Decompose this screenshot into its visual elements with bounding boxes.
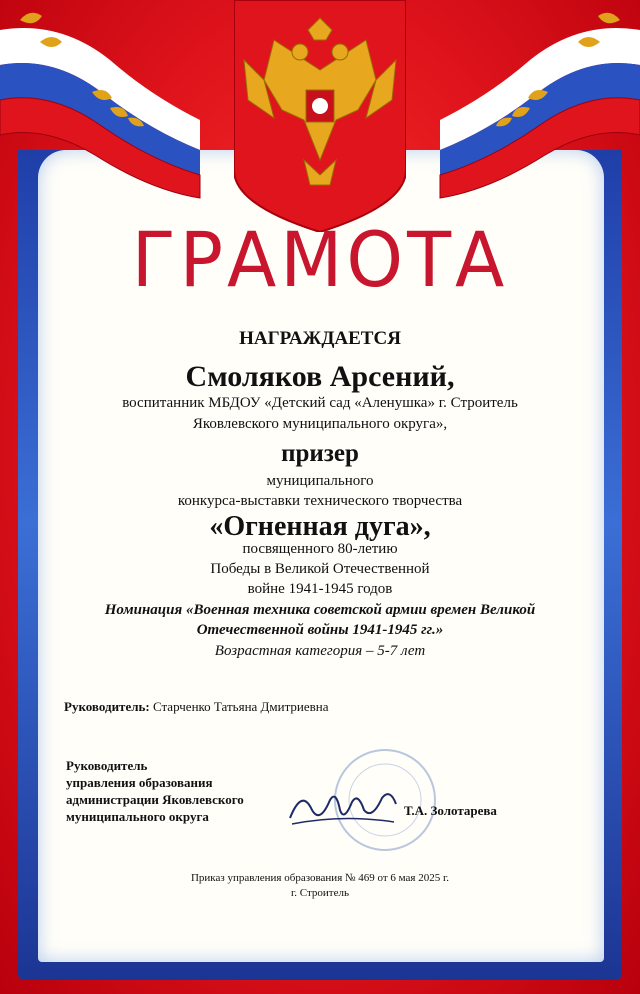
nomination-line-1: Номинация «Военная техника советской армии времен Великой [104,602,536,618]
contest-name: «Огненная дуга», [209,511,431,542]
head-line-1: Руководитель [66,758,148,773]
head-line-3: администрации Яковлевского [66,792,244,807]
head-line-2: управления образования [66,775,213,790]
recipient-name: Смоляков Арсений, [185,360,455,393]
contest-line-2: конкурса-выставки технического творчества [177,493,463,509]
contest-line-1: муниципального [266,473,374,489]
coat-of-arms-icon [234,0,406,232]
award-status: призер [281,440,359,467]
leader-row [64,699,329,715]
dedication-line-1: посвященного 80-летию [242,541,398,557]
dedication-line-3: войне 1941-1945 годов [247,581,393,597]
head-line-4: муниципального округа [66,809,209,824]
nomination-line-2: Отечественной войны 1941-1945 гг.» [196,622,444,638]
recipient-line-1: воспитанник МБДОУ «Детский сад «Аленушка» г. Строитель [122,395,518,411]
flag-ribbon-left-icon [0,0,220,230]
dedication-line-2: Победы в Великой Отечественной [210,561,430,577]
head-title-block [66,757,244,825]
flag-ribbon-right-icon [420,0,640,230]
order-line-2: г. Строитель [291,887,349,899]
leader-label: Руководитель: [64,699,150,714]
age-category: Возрастная категория – 5-7 лет [214,643,426,659]
recipient-line-2: Яковлевского муниципального округа», [192,416,448,432]
order-line-1: Приказ управления образования № 469 от 6 мая 2025 г. [190,872,450,884]
signature-icon [282,780,402,832]
awarded-heading: НАГРАЖДАЕТСЯ [239,328,401,349]
certificate-title: ГРАМОТА [131,215,509,305]
signer-name: Т.А. Золотарева [404,803,497,818]
leader-name: Старченко Татьяна Дмитриевна [152,699,329,714]
